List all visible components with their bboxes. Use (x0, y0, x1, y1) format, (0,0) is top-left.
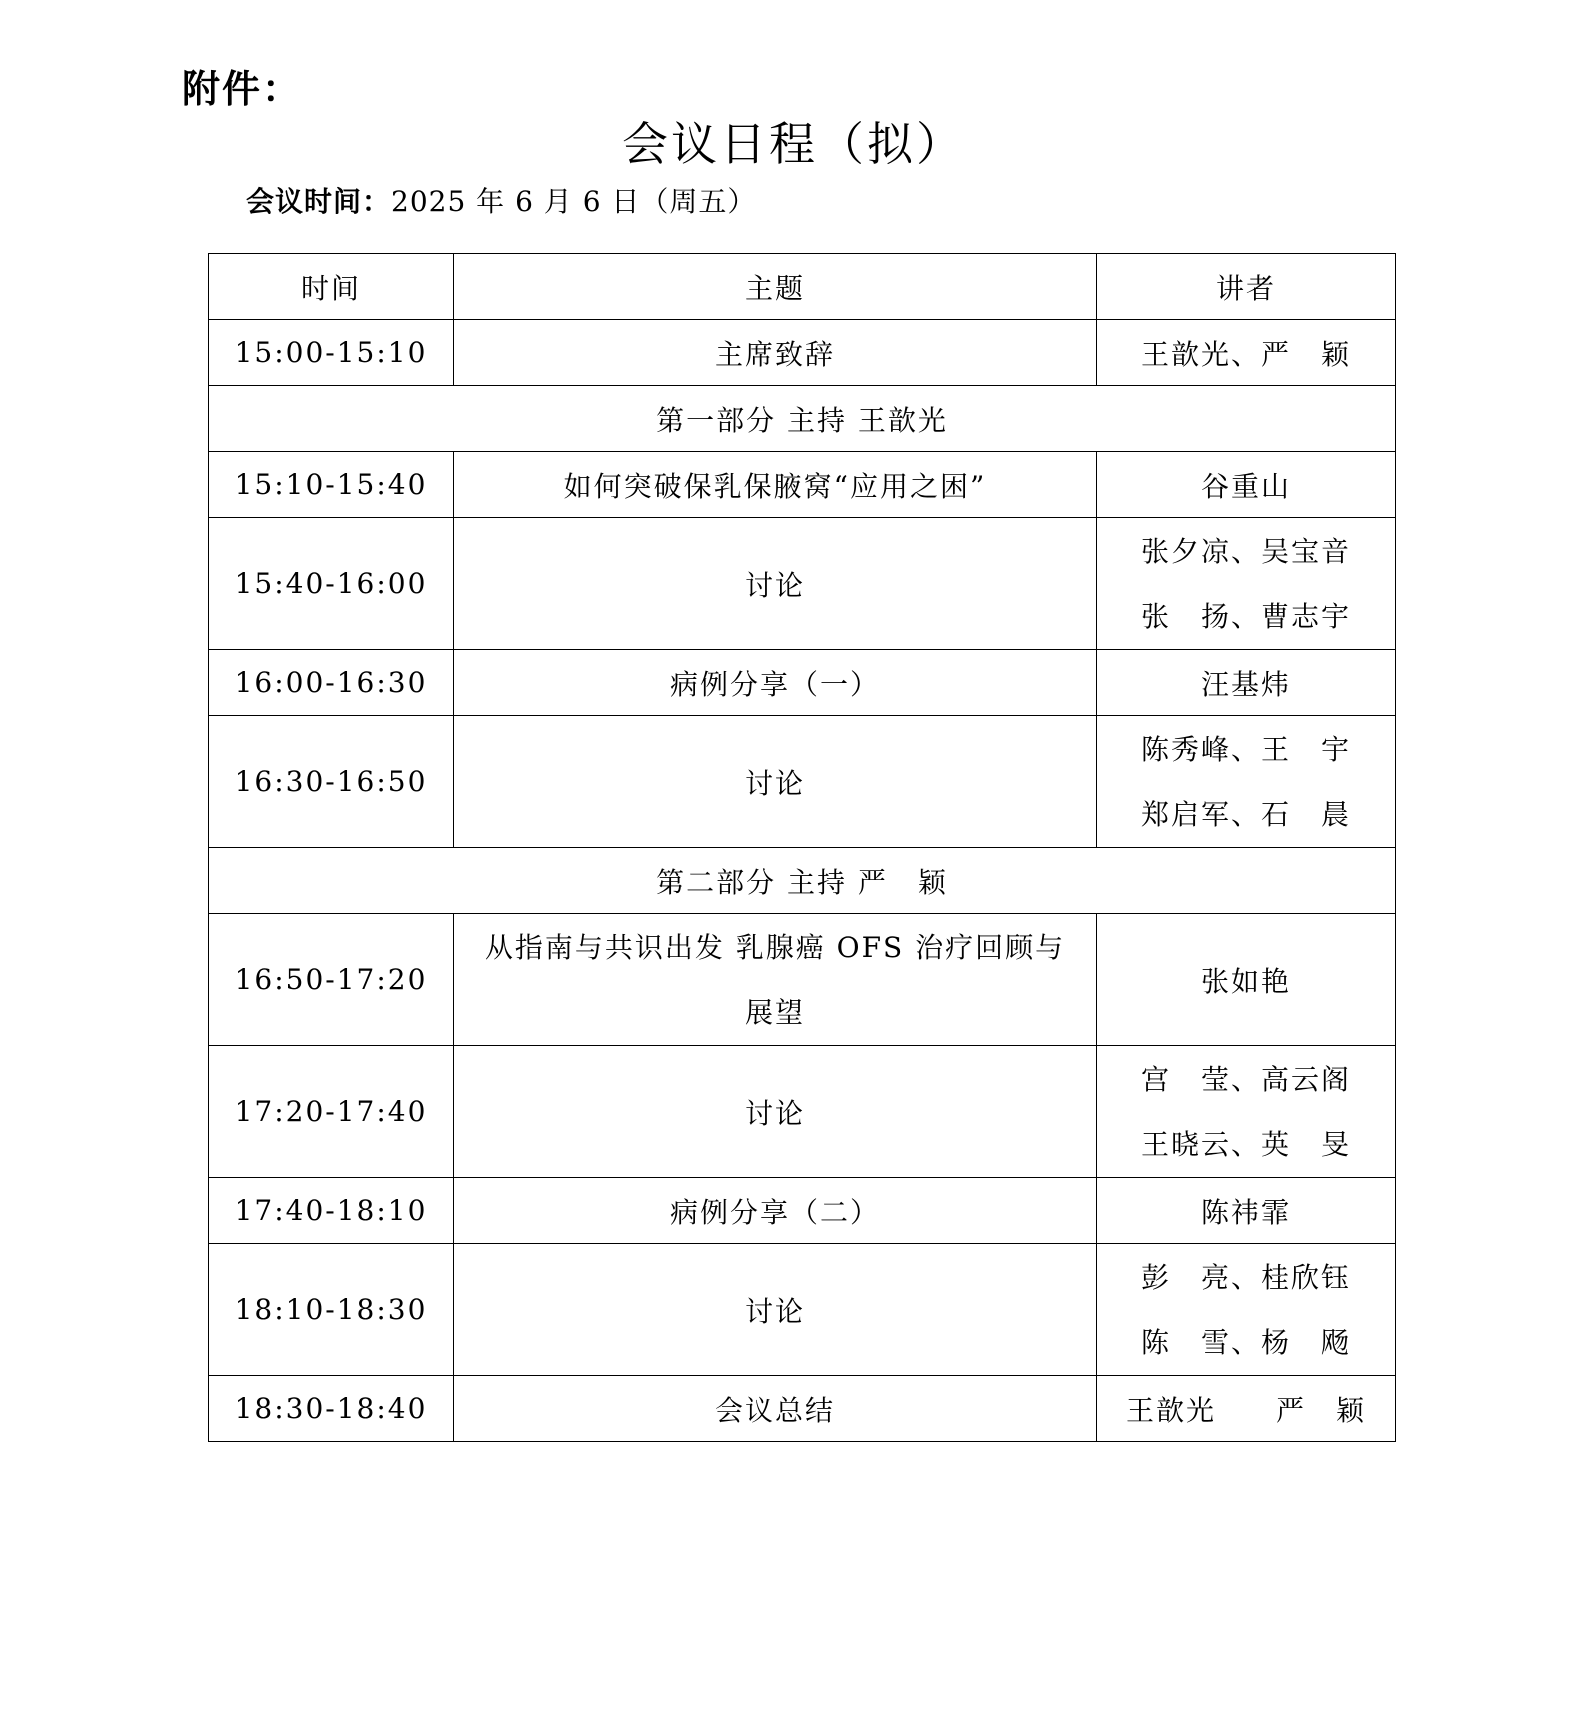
table-row (209, 1376, 1396, 1442)
attachment-label: 附件： (182, 67, 303, 111)
speaker-cell: 王歆光 严 颖 (1097, 1376, 1396, 1442)
topic-cell: 会议总结 (454, 1376, 1097, 1442)
topic-cell: 讨论 (454, 716, 1097, 848)
time-cell: 18:30-18:40 (209, 1376, 454, 1442)
topic-cell: 主席致辞 (454, 320, 1097, 386)
speaker-line: 陈秀峰、王 宇 (1140, 732, 1351, 766)
time-cell: 16:50-17:20 (209, 914, 454, 1046)
table-row (209, 320, 1396, 386)
table-row (209, 1244, 1396, 1376)
speaker-cell: 陈祎霏 (1097, 1178, 1396, 1244)
topic-line: 展望 (744, 995, 805, 1029)
speaker-cell: 汪基炜 (1097, 650, 1396, 716)
section-label: 第二部分 主持 严 颖 (209, 848, 1396, 914)
table-row (209, 1046, 1396, 1178)
speaker-line: 彭 亮、桂欣钰 (1140, 1260, 1351, 1294)
section-row (209, 386, 1396, 452)
header-time: 时间 (209, 254, 454, 320)
table-row (209, 1178, 1396, 1244)
header-topic: 主题 (454, 254, 1097, 320)
topic-cell: 讨论 (454, 518, 1097, 650)
speaker-line: 郑启军、石 晨 (1140, 797, 1351, 831)
speaker-cell (1097, 716, 1396, 848)
time-cell: 15:10-15:40 (209, 452, 454, 518)
schedule-table (208, 253, 1396, 1442)
speaker-cell: 张如艳 (1097, 914, 1396, 1046)
topic-cell: 病例分享（一） (454, 650, 1097, 716)
time-cell: 15:40-16:00 (209, 518, 454, 650)
header-speaker: 讲者 (1097, 254, 1396, 320)
speaker-cell (1097, 518, 1396, 650)
speaker-line: 张 扬、曹志宇 (1140, 599, 1351, 633)
time-cell: 17:40-18:10 (209, 1178, 454, 1244)
table-row (209, 452, 1396, 518)
topic-cell: 讨论 (454, 1046, 1097, 1178)
speaker-cell: 谷重山 (1097, 452, 1396, 518)
time-cell: 18:10-18:30 (209, 1244, 454, 1376)
time-cell: 16:00-16:30 (209, 650, 454, 716)
topic-cell (454, 914, 1097, 1046)
section-label: 第一部分 主持 王歆光 (209, 386, 1396, 452)
speaker-cell (1097, 1244, 1396, 1376)
speaker-line: 陈 雪、杨 飏 (1140, 1325, 1351, 1359)
time-cell: 17:20-17:40 (209, 1046, 454, 1178)
header-row (209, 254, 1396, 320)
topic-cell: 如何突破保乳保腋窝“应用之困” (454, 452, 1097, 518)
speaker-line: 王晓云、英 旻 (1140, 1127, 1351, 1161)
topic-line: 从指南与共识出发 乳腺癌 OFS 治疗回顾与 (484, 930, 1066, 964)
speaker-line: 宫 莹、高云阁 (1140, 1062, 1351, 1096)
table-row (209, 518, 1396, 650)
time-cell: 16:30-16:50 (209, 716, 454, 848)
topic-cell: 病例分享（二） (454, 1178, 1097, 1244)
meeting-time (246, 180, 756, 220)
table-row (209, 650, 1396, 716)
meeting-time-value: 2025 年 6 月 6 日（周五） (391, 185, 757, 218)
page-title: 会议日程（拟） (622, 117, 965, 171)
section-row (209, 848, 1396, 914)
meeting-time-label: 会议时间： (246, 185, 392, 218)
speaker-line: 张夕凉、吴宝音 (1140, 534, 1351, 568)
topic-cell: 讨论 (454, 1244, 1097, 1376)
speaker-cell (1097, 1046, 1396, 1178)
speaker-cell: 王歆光、严 颖 (1097, 320, 1396, 386)
time-cell: 15:00-15:10 (209, 320, 454, 386)
table-row (209, 914, 1396, 1046)
table-row (209, 716, 1396, 848)
